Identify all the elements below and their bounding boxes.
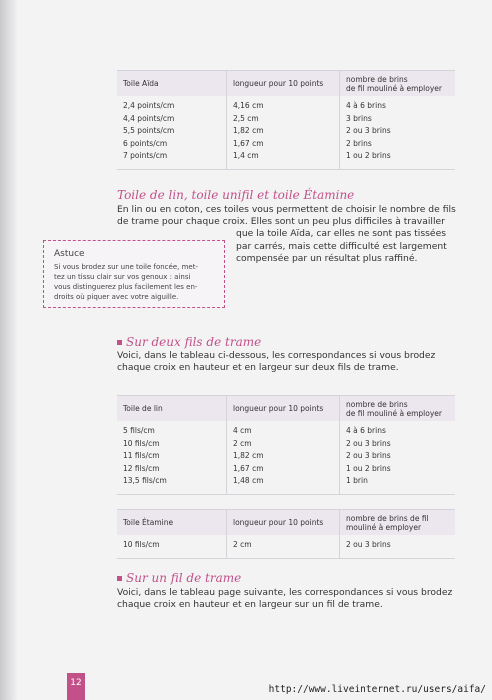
table-cell: 4 cm [227, 425, 340, 438]
astuce-text [54, 262, 198, 302]
header-cell: nombre de brins de fil mouliné à employer [340, 71, 456, 97]
lin-table [117, 395, 455, 495]
table-row [117, 100, 455, 113]
text-line: compensée par un résultat plus raffiné. [236, 252, 418, 264]
table-cell: 4,4 points/cm [123, 113, 175, 123]
page-number: 12 [67, 673, 85, 700]
table-cell: 5 fils/cm [123, 426, 155, 435]
header-cell: longueur pour 10 points [227, 396, 340, 422]
square-bullet-icon [117, 576, 122, 581]
header-cell: Toile Étamine [117, 510, 227, 536]
table-cell: 1 brin [340, 475, 456, 488]
table-row [117, 138, 455, 151]
table-cell: 2,5 cm [227, 113, 340, 126]
table-cell: 1,67 cm [227, 463, 340, 476]
table-cell: 4 à 6 brins [340, 100, 456, 113]
table-cell: 7 points/cm [123, 151, 168, 161]
table-cell: 6 points/cm [123, 138, 168, 148]
text-line: Voici, dans le tableau page suivante, les correspondances si vous brodez [117, 587, 453, 598]
text-line: par carrés, mais cette difficulté est largement [236, 240, 447, 252]
table-cell: 2 ou 3 brins [340, 125, 456, 138]
table-cell: 2 ou 3 brins [340, 450, 456, 463]
table-cell: 2 ou 3 brins [340, 438, 456, 451]
table-cell: 10 fils/cm [123, 438, 160, 448]
text-line: chaque croix en hauteur et en largeur sur deux fils de trame. [117, 362, 399, 374]
text-line: tez un tissu clair sur vos genoux : ainsi [54, 273, 191, 281]
table-cell: 13,5 fils/cm [123, 476, 167, 486]
table-cell: 4,16 cm [227, 100, 340, 113]
table-header-row [117, 71, 455, 97]
table-cell: 12 fils/cm [123, 463, 160, 473]
table-header-row [117, 396, 455, 422]
text-line: vous distinguerez plus facilement les en- [54, 283, 198, 291]
table-row [117, 539, 455, 552]
square-bullet-icon [117, 340, 122, 345]
table-row [117, 113, 455, 126]
header-cell: longueur pour 10 points [227, 510, 340, 536]
section-paragraph-deux-fils [117, 350, 435, 374]
table-row [117, 450, 455, 463]
header-cell: nombre de brins de fil mouliné à employer [340, 510, 456, 536]
table-cell: 11 fils/cm [123, 451, 160, 461]
table-header-row [117, 510, 455, 536]
page-edge-shadow [0, 0, 18, 700]
astuce-callout [43, 240, 225, 308]
text-line: droits où piquer avec votre aiguille. [54, 293, 179, 301]
etamine-table [117, 509, 455, 559]
table-cell: 1 ou 2 brins [340, 150, 456, 163]
table-row [117, 475, 455, 488]
table-cell: 1,4 cm [227, 150, 340, 163]
table-row [117, 150, 455, 163]
text-line: Voici, dans le tableau ci-dessous, les correspondances si vous brodez [117, 350, 436, 361]
table-cell: 2 brins [340, 138, 456, 151]
table-row [117, 125, 455, 138]
table-cell: 2 ou 3 brins [340, 539, 456, 552]
text-line: de trame pour chaque croix. Elles sont un peu plus difficiles à travailler [117, 216, 445, 228]
table-cell: 1,82 cm [227, 125, 340, 138]
text-line: chaque croix en hauteur et en largeur sur un fil de trame. [117, 599, 383, 611]
table-cell: 1,67 cm [227, 138, 340, 151]
text-line: En lin ou en coton, ces toiles vous permettent de choisir le nombre de fils [117, 204, 456, 215]
header-cell: Toile de lin [117, 396, 227, 422]
section-title-deux-fils: Sur deux fils de trame [117, 335, 261, 349]
table-cell: 2 cm [227, 539, 340, 552]
header-cell: Toile Aïda [117, 71, 227, 97]
table-cell: 2,4 points/cm [123, 101, 175, 110]
aida-table [117, 70, 455, 170]
table-cell: 2 cm [227, 438, 340, 451]
header-cell: longueur pour 10 points [227, 71, 340, 97]
astuce-title: Astuce [54, 249, 85, 259]
table-cell: 4 à 6 brins [340, 425, 456, 438]
table-row [117, 425, 455, 438]
header-cell: nombre de brins de fil mouliné à employer [340, 396, 456, 422]
table-cell: 1,82 cm [227, 450, 340, 463]
table-row [117, 463, 455, 476]
table-cell: 3 brins [340, 113, 456, 126]
table-cell: 1 ou 2 brins [340, 463, 456, 476]
section-title-toiles: Toile de lin, toile unifil et toile Étamine [117, 188, 355, 202]
watermark-url: http://www.liveinternet.ru/users/aifa/ [268, 684, 486, 695]
text-line: Si vous brodez sur une toile foncée, met- [54, 263, 198, 271]
text-line: que la toile Aïda, car elles ne sont pas tissées [236, 228, 447, 240]
section-paragraph-un-fil [117, 587, 452, 611]
table-cell: 1,48 cm [227, 475, 340, 488]
table-row [117, 438, 455, 451]
table-cell: 10 fils/cm [123, 540, 160, 549]
section-title-un-fil: Sur un fil de trame [117, 571, 241, 585]
table-cell: 5,5 points/cm [123, 126, 175, 136]
